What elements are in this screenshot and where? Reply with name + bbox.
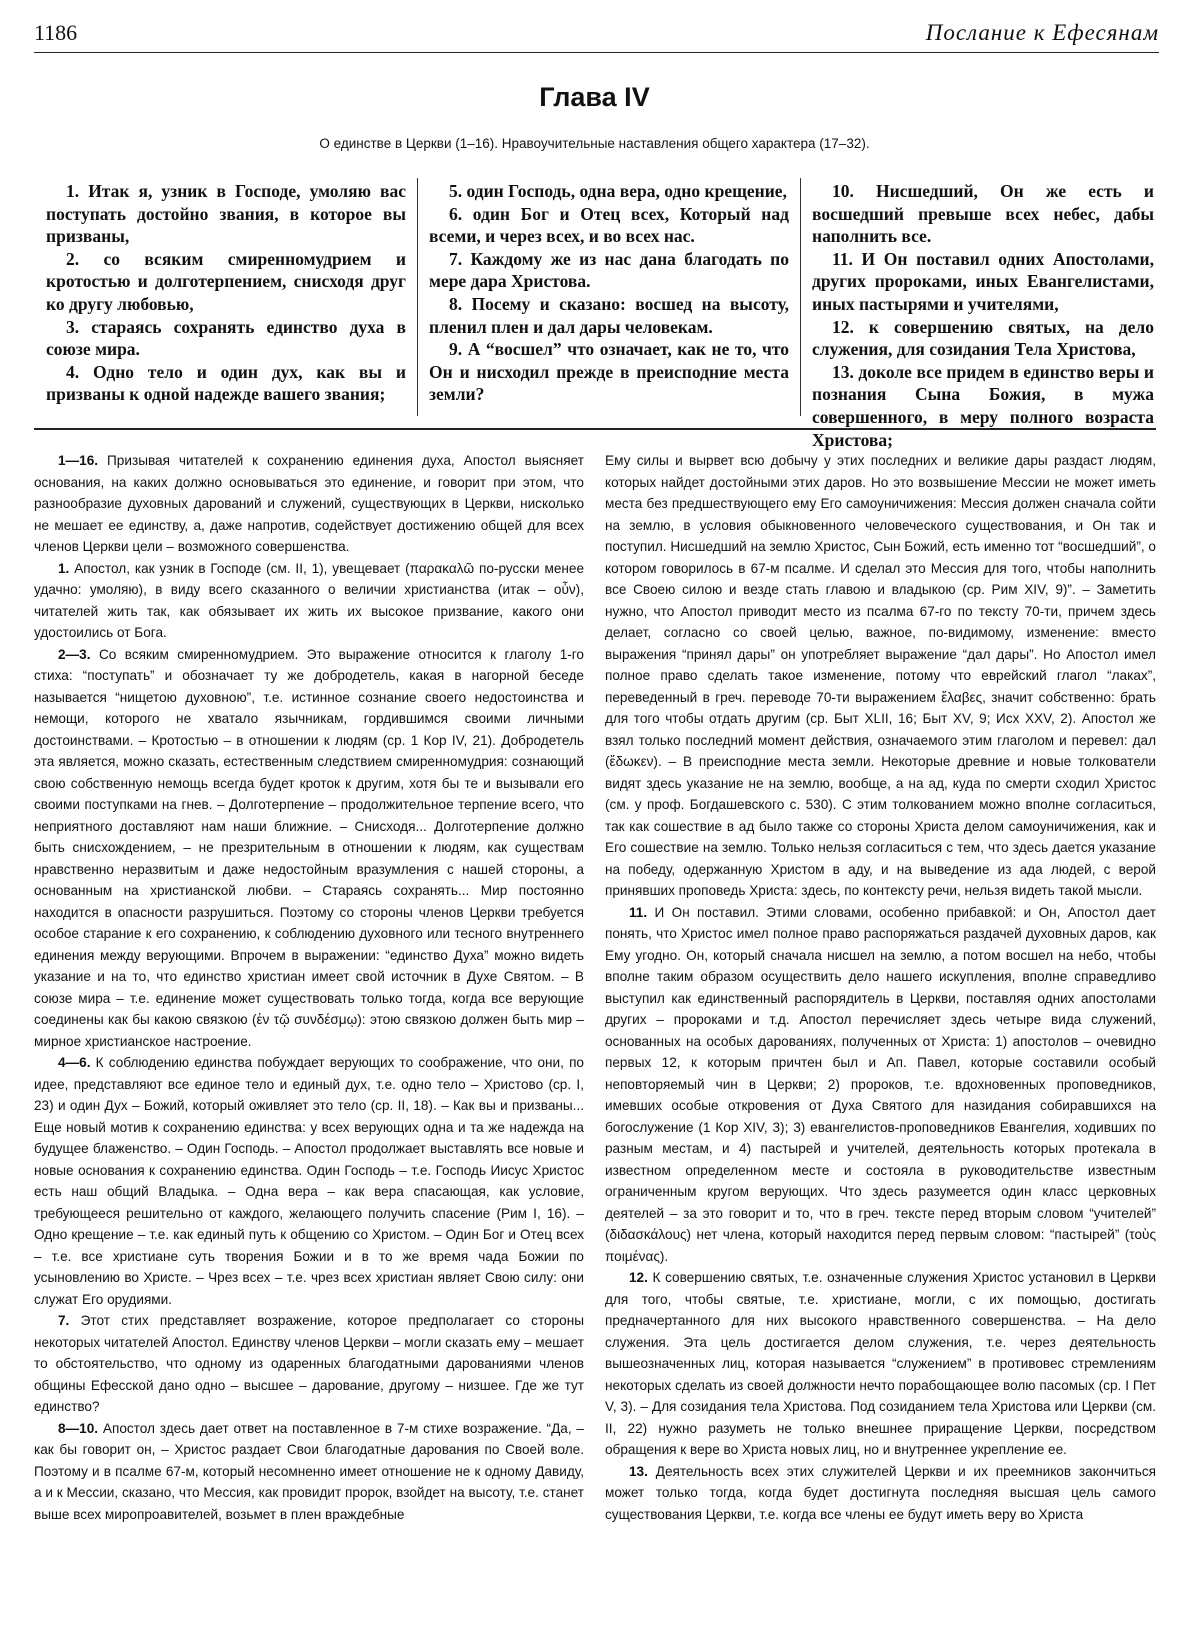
commentary-paragraph: [34, 1052, 584, 1310]
commentary-paragraph: [34, 450, 584, 558]
verse: 6. один Бог и Отец всех, Который над всеми, и через всех, и во всех нас.: [429, 203, 789, 247]
commentary-text: К соблюдению единства побуждает верующих то соображение, что они, по идее, представляют все единое тело и единый дух, т.е. одно тело – Христово (ср. I, 23) и один Дух – Божий, который оживляет это тело (ср. II, 18). – Как вы и призваны... Еще новый мотив к сохранению единства: у всех верующих одна и та же надежда на будущее блаженство. – Один Господь. – Апостол продолжает выставлять все новые и новые основания к сохранению единства. Один Господь – т.е. Господь Иисус Христос есть наш общий Владыка. – Одна вера – как вера спасающая, как условие, требующееся решительно от каждого, желающего получить спасение (Рим I, 16). – Одно крещение – т.е. как единый путь к общению со Христом. – Один Бог и Отец всех – т.е. все христиане суть творения Божии и в то же время чада Божии по усыновлению во Христе. – Чрез всех – т.е. чрез всех христиан являет Свою силу: они служат Его орудиями.: [34, 1055, 584, 1307]
commentary-paragraph: [605, 450, 1156, 902]
commentary-paragraph: [605, 1461, 1156, 1526]
commentary-text: Со всяким смиренномудрием. Это выражение относится к глаголу 1-го стиха: “поступать” и обозначает ту же добродетель, какая в нагорной беседе называется “нищетою духовною”, т.е. истинное сознание своего недостоинства и немощи, которого не хватало язычникам, гордившимся своими личными достоинствами. – Кротостью – в отношении к людям (ср. 1 Кор IV, 21). Добродетель эта является, можно сказать, естественным следствием смиренномудрия: сознающий свою собственную немощь всегда будет кроток к другим, хотя бы те и вызывали его своими поступками на гнев. – Долготерпение – продолжительное терпение всего, что неприятного доставляют нам наши ближние. – Снисходя... Долготерпение должно быть снисхождением, – не презрительным в отношении к людям, как существам нравственно неразвитым и даже недостойным вразумления с нашей стороны, а основанным на христианской любви. – Стараясь сохранять... Мир постоянно находится в опасности разрушиться. Поэтому со стороны членов Церкви требуется особое старание к его сохранению, к соблюдению духовного или тесного внутреннего единения между верующими. Впрочем в выражении: “единство Духа” можно видеть указание и на то, что единство христиан имеет свой источник в Духе Святом. – В союзе мира – т.е. единение может существовать только тогда, когда все верующие соединены как бы какою связкою (ἐν τῷ συνδέσμῳ): этою связкою должен быть мир – мирное христианское настроение.: [34, 646, 584, 1049]
verse-ref: 8—10.: [58, 1420, 99, 1436]
commentary-right-column: [605, 450, 1156, 1525]
verse: 8. Посему и сказано: восшед на высоту, пленил плен и дал дары человекам.: [429, 293, 789, 337]
verse-ref: 4—6.: [58, 1055, 91, 1070]
running-title: Послание к Ефесянам: [925, 20, 1159, 45]
column-divider: [417, 178, 418, 416]
commentary-text: Ему силы и вырвет всю добычу у этих последних и великие дары раздаст людям, которых найдет достойными этих даров. Но это возвышение Мессии не может иметь места без предшествующего ему Его самоуничижения: Мессия должен сначала сойти на землю, в условия обыкновенного человеческого существования, и Он так и поступил. Нисшедший на землю Христос, Сын Божий, есть именно тот “восшедший”, о котором говорилось в 67-м псалме. И сделал это Мессия для того, чтобы наполнить все Своею силою и везде стать главою и владыкою (ср. Рим XIV, 9)”. – Заметить нужно, что Апостол приводит место из псалма 67-го по тексту 70-ти, причем здесь делает, согласно со своей целью, важное, по-видимому, изменение: вместо выражения “принял дары” он употребляет выражение “дал дары”. Но Апостол имел полное право сделать такое изменение, потому что еврейский глагол “лаках”, переведенный в греч. переводе 70-ти выражением ἔλαβες, значит собственно: брать для того чтобы отдать другим (ср. Быт XLII, 16; Быт XV, 9; Исх XXV, 2). Апостол же взял только последний момент действия, означаемого этим глаголом и перевел: дал (ἔδωκεν). – В преисподние места земли. Некоторые древние и новые толкователи видят здесь указание не на землю, вообще, а на ад, куда по смерти сходил Христос (см. у проф. Богдашевского с. 530). С этим толкованием можно вполне согласиться, так как сошествие в ад было также со стороны Христа делом самоуничижения, как и Его сошествие на землю. Только нельзя согласиться с тем, что здесь дается указание на победу, одержанную Христом в аду, и на выведение из ада людей, с верой принявших проповедь Христа: здесь, по контексту речи, нельзя видеть такой мысли.: [605, 453, 1156, 898]
verse: 10. Нисшедший, Он же есть и восшедший превыше всех небес, дабы наполнить все.: [812, 181, 1154, 247]
verse-column-2: [429, 180, 789, 406]
verse-ref: 12.: [629, 1270, 648, 1285]
commentary-paragraph: [34, 644, 584, 1053]
verse: 1. Итак я, узник в Господе, умоляю вас поступать достойно звания, в которое вы призваны,: [46, 181, 406, 247]
verse: 2. со всяким смиренномудрием и кротостью и долготерпением, снисходя друг ко другу любовью,: [46, 248, 406, 314]
commentary-paragraph: [34, 1418, 584, 1526]
verse: 12. к совершению святых, на дело служения, для созидания Тела Христова,: [812, 316, 1154, 360]
chapter-title: Глава IV: [539, 82, 650, 112]
verse: 7. Каждому же из нас дана благодать по мере дара Христова.: [429, 248, 789, 292]
scripture-verses: [34, 180, 1156, 450]
commentary-text: Деятельность всех этих служителей Церкви и их преемников закончиться может только тогда, когда будет достигнута последняя высшая цель самого существования Церкви, т.е. когда все члены ее будут иметь веру во Христа: [605, 1463, 1156, 1522]
verse: 11. И Он поставил одних Апостолами, других пророками, иных Евангелистами, иных пастырями и учителями,: [812, 248, 1154, 314]
commentary-text: Этот стих представляет возражение, которое предполагает со стороны некоторых читателей Апостол. Единству членов Церкви – могли сказать ему – мешает то обстоятельство, что одному из одаренных благодатными дарованиями членов общины Ефесской дано одно – высшее – дарование, другому – низшее. Где же тут единство?: [34, 1313, 584, 1414]
verse-ref: 13.: [629, 1463, 648, 1479]
verse: 9. А “восшел” что означает, как не то, что Он и нисходил прежде в преисподние места земли?: [429, 339, 789, 405]
commentary-paragraph: [34, 558, 584, 644]
verse: 4. Одно тело и один дух, как вы и призваны к одной надежде вашего звания;: [46, 361, 406, 405]
verse-ref: 7.: [58, 1313, 70, 1328]
commentary-text: Апостол здесь дает ответ на поставленное в 7-м стихе возражение. “Да, – как бы говорит он, – Христос раздает Свои благодатные дарования по Своей воле. Поэтому и в псалме 67-м, который несомненно имеет отношение не к одному Давиду, а и к Мессии, сказано, что Мессия, как провидит пророк, взойдет на высоту, т.е. станет выше всех миропроавителей, возьмет в плен враждебные: [34, 1420, 584, 1522]
section-rule: [34, 428, 1156, 430]
verse: 13. доколе все придем в единство веры и познания Сына Божия, в мужа совершенного, в меру полного возраста Христова;: [812, 361, 1154, 450]
chapter-summary: О единстве в Церкви (1–16). Нравоучительные наставления общего характера (17–32).: [319, 136, 870, 151]
verse-column-3: [812, 180, 1154, 451]
running-header: [34, 18, 1159, 53]
commentary-left-column: [34, 450, 584, 1525]
commentary-paragraph: [605, 902, 1156, 1268]
commentary-text: Апостол, как узник в Господе (см. II, 1), увещевает (παρακαλῶ по-русски менее удачно: умоляю), в виду всего сказанного о величии христианства (итак – οὖν), читателей жить так, как обязывает их жить их высокое призвание, какого они удостоились от Бога.: [34, 560, 585, 640]
commentary-text: И Он поставил. Этими словами, особенно прибавкой: и Он, Апостол дает понять, что Христос имел полное право распоряжаться раздачей духовных даров, как Ему угодно. Он, который сначала нисшел на землю, а потом восшел на небо, чтобы вполне таким образом осуществить дело нашего искупления, вполне справедливо выступил как единственный распорядитель в Церкви, поставляя одних апостолами других – пророками и т.д. Апостол перечисляет здесь четыре вида служений, основанных на особых дарованиях, полученных от Христа: 1) апостолов – очевидно первых 12, к которым причтен был и Ап. Павел, которые составили особый неповторяемый чин в Церкви; 2) пророков, т.е. вдохновенных проповедников, имевших особые откровения от Духа Святого для назидания собиравшихся на богослужение (1 Кор XIV, 3); 3) евангелистов-проповедников Евангелия, ходивших по разным местам, и 4) пастырей и учителей, деятельность которых протекала в известном определенном месте и состояла в руководительстве известным ограниченным кругом верующих. Что здесь разумеется один класс церковных деятелей – за это говорит и то, что в греч. тексте перед вторым словом “учителей” (διδασκάλους) нет члена, который находится перед первым словом: “пастырей” (τοὺς ποιμένας).: [605, 904, 1157, 1264]
verse: 3. стараясь сохранять единство духа в союзе мира.: [46, 316, 406, 360]
commentary-paragraph: [34, 1310, 584, 1418]
verse-ref: 11.: [629, 904, 648, 920]
verse: 5. один Господь, одна вера, одно крещение,: [449, 181, 787, 201]
verse-ref: 2—3.: [58, 646, 91, 662]
column-divider: [800, 178, 801, 416]
verse-ref: 1—16.: [58, 453, 99, 468]
verse-column-1: [46, 180, 406, 406]
commentary-text: К совершению святых, т.е. означенные служения Христос установил в Церкви для того, чтобы святые, т.е. христиане, могли, с их помощью, достигать предначертанного для них высокого нравственного совершенства. – На дело служения. Эта цель достигается делом служения, т.е. через деятельность вышеозначенных лиц, которая называется “служением” в противовес стремлениям некоторых сделать из своей должности нечто порабощающее волю пасомых (ср. I Пет V, 3). – Для созидания тела Христова. Под созиданием тела Христова или Церкви (см. II, 22) нужно разуметь не только внешнее приращение Церкви, посредством обращения к вере во Христа новых лиц, но и внутреннее укрепление ее.: [605, 1270, 1156, 1457]
verse-ref: 1.: [58, 560, 70, 576]
commentary-paragraph: [605, 1267, 1156, 1461]
commentary-text: Призывая читателей к сохранению единения духа, Апостол выясняет основания, на каких должно основываться это единение, и говорит при этом, что разнообразие духовных дарований и служений, существующих в Церкви, нисколько не мешает ее единству, а, даже напротив, содействует достижению общей для всех членов Церкви цели – возможного совершенства.: [34, 453, 584, 554]
page-number: 1186: [34, 20, 78, 45]
